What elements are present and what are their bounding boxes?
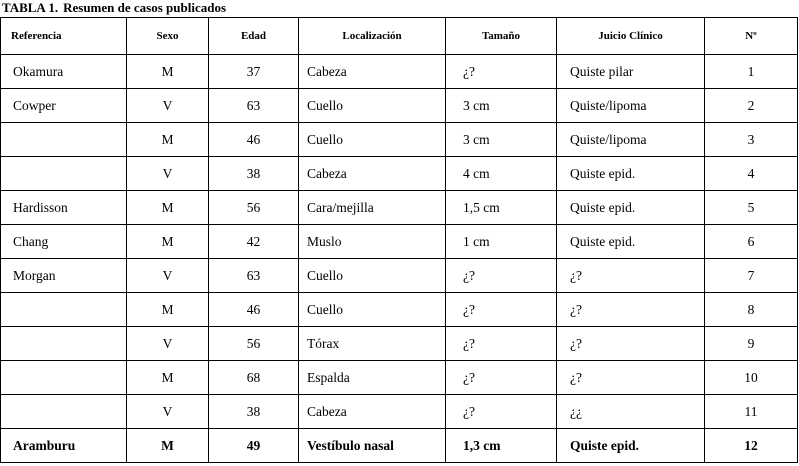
header-edad: Edad (209, 18, 299, 55)
cell-localizacion: Tórax (299, 327, 446, 361)
table-row (1, 361, 798, 395)
cell-tamano: 1,5 cm (446, 191, 557, 225)
cell-juicio-clinico: ¿? (557, 259, 705, 293)
table-caption (2, 0, 226, 16)
cell-juicio-clinico: ¿? (557, 293, 705, 327)
cell-referencia: Hardisson (1, 191, 127, 225)
table-row (1, 123, 798, 157)
cell-referencia: Aramburu (1, 429, 127, 463)
cell-edad: 46 (209, 293, 299, 327)
cell-localizacion: Cara/mejilla (299, 191, 446, 225)
cell-tamano: ¿? (446, 327, 557, 361)
cell-referencia: Cowper (1, 89, 127, 123)
cell-juicio-clinico: Quiste/lipoma (557, 123, 705, 157)
cell-numero: 5 (705, 191, 798, 225)
cell-tamano: 1 cm (446, 225, 557, 259)
cell-sexo: V (127, 259, 209, 293)
cell-sexo: M (127, 55, 209, 89)
table-caption-number: TABLA 1. (2, 0, 59, 15)
header-sexo: Sexo (127, 18, 209, 55)
cell-localizacion: Cabeza (299, 395, 446, 429)
cell-localizacion: Muslo (299, 225, 446, 259)
cell-edad: 56 (209, 191, 299, 225)
cell-localizacion: Cabeza (299, 55, 446, 89)
cell-localizacion: Vestíbulo nasal (299, 429, 446, 463)
header-numero: Nº (705, 18, 798, 55)
cell-localizacion: Cabeza (299, 157, 446, 191)
header-juicio-clinico: Juicio Clínico (557, 18, 705, 55)
cell-edad: 49 (209, 429, 299, 463)
table-caption-title: Resumen de casos publicados (63, 0, 226, 15)
cell-edad: 46 (209, 123, 299, 157)
table-body (1, 55, 798, 463)
cell-numero: 8 (705, 293, 798, 327)
cell-tamano: 3 cm (446, 89, 557, 123)
cell-sexo: M (127, 123, 209, 157)
table-header-row (1, 18, 798, 55)
cell-tamano: ¿? (446, 293, 557, 327)
cell-tamano: 1,3 cm (446, 429, 557, 463)
cell-edad: 42 (209, 225, 299, 259)
cell-referencia (1, 293, 127, 327)
cell-tamano: ¿? (446, 361, 557, 395)
table-row (1, 293, 798, 327)
cell-edad: 63 (209, 89, 299, 123)
cell-numero: 3 (705, 123, 798, 157)
table-row (1, 395, 798, 429)
cell-referencia: Okamura (1, 55, 127, 89)
table-row (1, 429, 798, 463)
cell-edad: 63 (209, 259, 299, 293)
header-referencia: Referencia (1, 18, 127, 55)
cell-numero: 1 (705, 55, 798, 89)
cell-tamano: ¿? (446, 55, 557, 89)
cell-juicio-clinico: Quiste epid. (557, 225, 705, 259)
cell-sexo: M (127, 225, 209, 259)
cell-juicio-clinico: Quiste epid. (557, 191, 705, 225)
cell-referencia (1, 157, 127, 191)
cell-numero: 12 (705, 429, 798, 463)
cell-tamano: ¿? (446, 259, 557, 293)
cell-numero: 4 (705, 157, 798, 191)
cases-table (0, 17, 798, 463)
cell-juicio-clinico: Quiste epid. (557, 429, 705, 463)
cell-numero: 7 (705, 259, 798, 293)
cell-numero: 6 (705, 225, 798, 259)
cell-juicio-clinico: Quiste/lipoma (557, 89, 705, 123)
cell-edad: 68 (209, 361, 299, 395)
cell-sexo: M (127, 361, 209, 395)
cell-tamano: ¿? (446, 395, 557, 429)
cell-edad: 56 (209, 327, 299, 361)
cell-localizacion: Cuello (299, 89, 446, 123)
cell-referencia: Chang (1, 225, 127, 259)
cell-sexo: V (127, 157, 209, 191)
cell-sexo: V (127, 89, 209, 123)
cell-sexo: V (127, 395, 209, 429)
header-localizacion: Localización (299, 18, 446, 55)
table-row (1, 225, 798, 259)
cell-localizacion: Cuello (299, 259, 446, 293)
table-row (1, 157, 798, 191)
cell-juicio-clinico: ¿? (557, 327, 705, 361)
table-row (1, 89, 798, 123)
cell-numero: 9 (705, 327, 798, 361)
cell-referencia (1, 361, 127, 395)
cell-tamano: 3 cm (446, 123, 557, 157)
cell-juicio-clinico: ¿? (557, 361, 705, 395)
table-row (1, 55, 798, 89)
cell-tamano: 4 cm (446, 157, 557, 191)
cell-numero: 10 (705, 361, 798, 395)
cell-juicio-clinico: Quiste pilar (557, 55, 705, 89)
cell-referencia (1, 123, 127, 157)
table-row (1, 327, 798, 361)
table-row (1, 259, 798, 293)
cell-sexo: M (127, 293, 209, 327)
cell-referencia: Morgan (1, 259, 127, 293)
cell-numero: 2 (705, 89, 798, 123)
table-row (1, 191, 798, 225)
cell-edad: 37 (209, 55, 299, 89)
cell-referencia (1, 395, 127, 429)
cell-referencia (1, 327, 127, 361)
cell-localizacion: Cuello (299, 293, 446, 327)
cell-numero: 11 (705, 395, 798, 429)
cell-edad: 38 (209, 395, 299, 429)
cell-juicio-clinico: ¿¿ (557, 395, 705, 429)
cell-localizacion: Espalda (299, 361, 446, 395)
cell-juicio-clinico: Quiste epid. (557, 157, 705, 191)
cell-sexo: M (127, 191, 209, 225)
cell-sexo: V (127, 327, 209, 361)
cell-edad: 38 (209, 157, 299, 191)
cell-sexo: M (127, 429, 209, 463)
header-tamano: Tamaño (446, 18, 557, 55)
cell-localizacion: Cuello (299, 123, 446, 157)
